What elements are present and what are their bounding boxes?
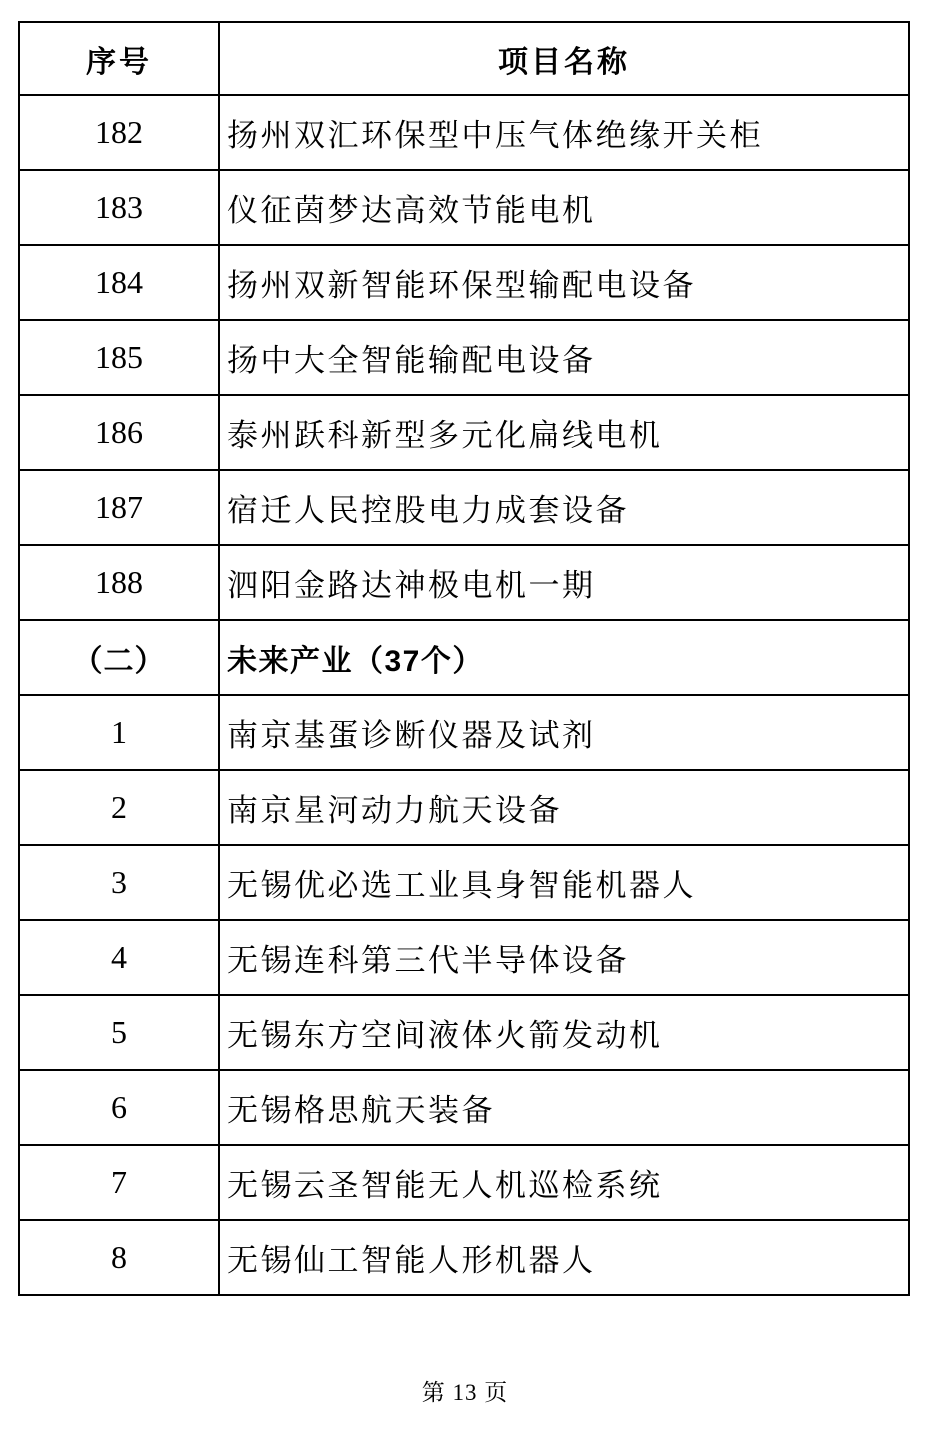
row-serial-number: 2 [19,770,219,845]
row-serial-number: 7 [19,1145,219,1220]
table-row [19,545,909,620]
row-serial-number: 183 [19,170,219,245]
table-row [19,170,909,245]
table-header-row [19,22,909,95]
page-number-footer: 第 13 页 [421,1380,509,1405]
row-serial-number: 8 [19,1220,219,1295]
table-row [19,1220,909,1295]
row-project-name: 未来产业（37个） [219,620,909,695]
row-serial-number: 187 [19,470,219,545]
row-project-name: 南京基蛋诊断仪器及试剂 [219,695,909,770]
table-row [19,770,909,845]
table-row [19,845,909,920]
table-row [19,320,909,395]
row-project-name: 无锡连科第三代半导体设备 [219,920,909,995]
row-serial-number: 182 [19,95,219,170]
row-serial-number: 4 [19,920,219,995]
row-serial-number: （二） [19,620,219,695]
row-project-name: 南京星河动力航天设备 [219,770,909,845]
row-project-name: 无锡云圣智能无人机巡检系统 [219,1145,909,1220]
row-project-name: 扬州双汇环保型中压气体绝缘开关柜 [219,95,909,170]
table-row [19,470,909,545]
row-serial-number: 6 [19,1070,219,1145]
projects-table [18,21,910,1296]
row-project-name: 扬州双新智能环保型输配电设备 [219,245,909,320]
column-header-serial-number: 序号 [19,22,219,95]
table-row [19,995,909,1070]
row-serial-number: 3 [19,845,219,920]
table-body [19,95,909,1295]
row-serial-number: 185 [19,320,219,395]
row-serial-number: 188 [19,545,219,620]
row-project-name: 泰州跃科新型多元化扁线电机 [219,395,909,470]
row-serial-number: 5 [19,995,219,1070]
table-row [19,695,909,770]
row-project-name: 泗阳金路达神极电机一期 [219,545,909,620]
row-project-name: 无锡格思航天装备 [219,1070,909,1145]
row-project-name: 无锡仙工智能人形机器人 [219,1220,909,1295]
table-row [19,920,909,995]
column-header-project-name: 项目名称 [219,22,909,95]
table-row [19,245,909,320]
row-project-name: 扬中大全智能输配电设备 [219,320,909,395]
row-project-name: 宿迁人民控股电力成套设备 [219,470,909,545]
row-project-name: 无锡优必选工业具身智能机器人 [219,845,909,920]
row-serial-number: 184 [19,245,219,320]
table-row [19,1070,909,1145]
table-row [19,95,909,170]
row-serial-number: 1 [19,695,219,770]
row-project-name: 仪征茵梦达高效节能电机 [219,170,909,245]
row-serial-number: 186 [19,395,219,470]
table-row [19,395,909,470]
section-row [19,620,909,695]
table-header [19,22,909,95]
row-project-name: 无锡东方空间液体火箭发动机 [219,995,909,1070]
table-row [19,1145,909,1220]
